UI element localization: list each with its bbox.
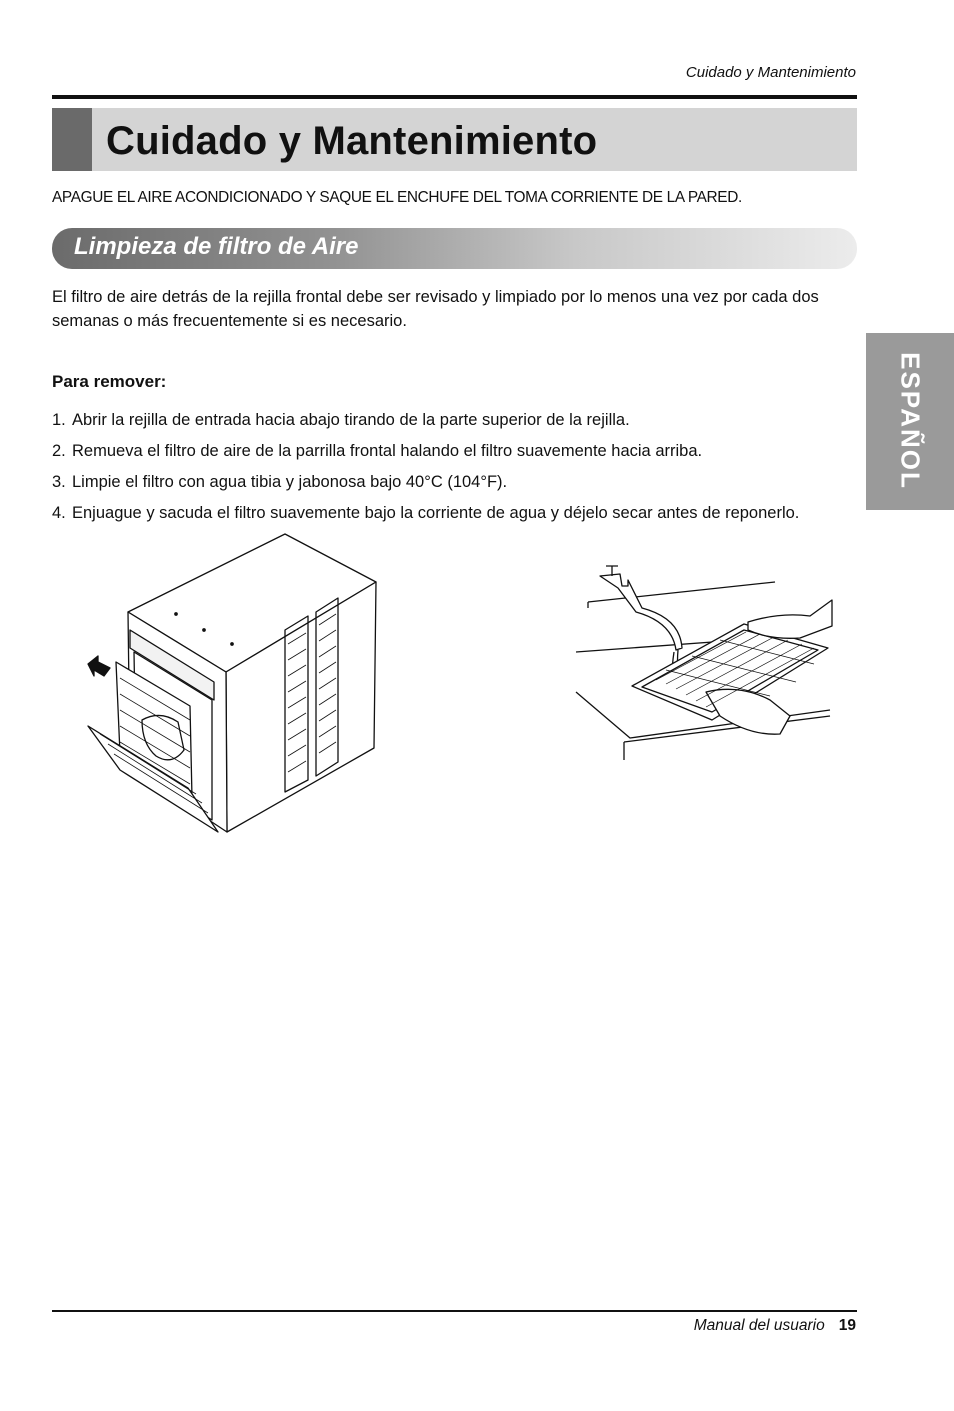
step-number: 1. bbox=[52, 411, 66, 429]
step-text: Enjuague y sacuda el filtro suavemente bajo la corriente de agua y déjelo secar antes de reponerlo. bbox=[72, 504, 800, 522]
step-number: 2. bbox=[52, 442, 66, 460]
safety-warning: APAGUE EL AIRE ACONDICIONADO Y SAQUE EL ENCHUFE DEL TOMA CORRIENTE DE LA PARED. bbox=[52, 189, 742, 206]
header-rule bbox=[52, 95, 857, 99]
language-tab bbox=[866, 333, 954, 510]
page-title-bar bbox=[52, 108, 857, 171]
footer-label: Manual del usuario bbox=[693, 1317, 825, 1334]
filter-washing-under-faucet-illustration bbox=[570, 560, 840, 765]
list-item bbox=[52, 408, 812, 432]
page-footer bbox=[694, 1317, 856, 1335]
step-text: Remueva el filtro de aire de la parrilla frontal halando el filtro suavemente hacia arriba. bbox=[72, 442, 703, 460]
air-conditioner-open-grille-illustration bbox=[80, 530, 385, 840]
running-header: Cuidado y Mantenimiento bbox=[685, 64, 856, 81]
section-title: Limpieza de filtro de Aire bbox=[74, 233, 359, 260]
steps-list bbox=[52, 408, 812, 532]
list-item bbox=[52, 501, 812, 525]
step-text: Abrir la rejilla de entrada hacia abajo tirando de la parte superior de la rejilla. bbox=[72, 411, 630, 429]
footer-rule bbox=[52, 1310, 857, 1312]
step-text: Limpie el filtro con agua tibia y jabonosa bajo 40°C (104°F). bbox=[72, 473, 508, 491]
title-accent-block bbox=[52, 108, 92, 171]
section-heading-bar bbox=[52, 228, 857, 269]
step-number: 4. bbox=[52, 504, 66, 522]
intro-paragraph: El filtro de aire detrás de la rejilla frontal debe ser revisado y limpiado por lo menos una vez por cada dos semanas o más frecuentemente si es necesario. bbox=[52, 288, 819, 330]
step-number: 3. bbox=[52, 473, 66, 491]
list-item bbox=[52, 470, 812, 494]
page-title: Cuidado y Mantenimiento bbox=[106, 119, 598, 163]
subheading-remove: Para remover: bbox=[52, 372, 167, 391]
language-label: ESPAÑOL bbox=[895, 352, 926, 490]
list-item bbox=[52, 439, 812, 463]
page-number: 19 bbox=[838, 1317, 856, 1334]
